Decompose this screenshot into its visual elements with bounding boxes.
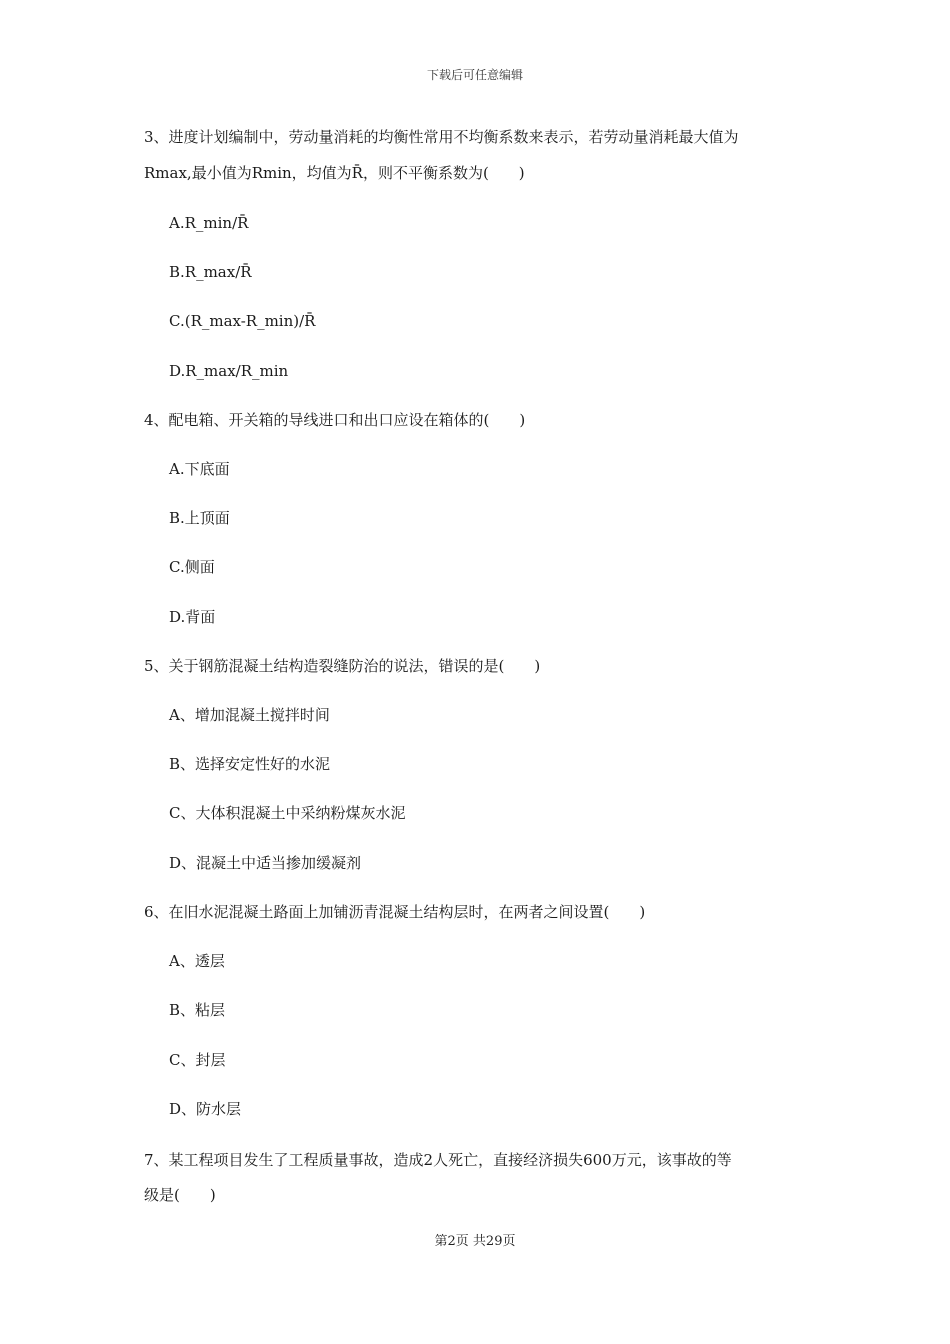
question-4-option-a: A.下底面 xyxy=(169,460,230,478)
question-6-option-c: C、封层 xyxy=(169,1051,226,1069)
question-7-line-2: 级是( ) xyxy=(144,1186,216,1204)
question-3-option-c: C.(R_max-R_min)/R̄ xyxy=(169,312,316,330)
question-3-option-b: B.R_max/R̄ xyxy=(169,263,252,281)
question-5-option-c: C、大体积混凝土中采纳粉煤灰水泥 xyxy=(169,804,406,822)
question-4-option-c: C.侧面 xyxy=(169,558,215,576)
page-footer: 第2页 共29页 xyxy=(434,1234,516,1249)
question-4-option-b: B.上顶面 xyxy=(169,509,230,527)
question-4-option-d: D.背面 xyxy=(169,608,216,626)
question-6-option-a: A、透层 xyxy=(169,952,225,970)
question-3-option-d: D.R_max/R_min xyxy=(169,362,289,380)
question-3-line-1: 3、进度计划编制中，劳动量消耗的均衡性常用不均衡系数来表示，若劳动量消耗最大值为 xyxy=(144,128,739,146)
question-3-option-a: A.R_min/R̄ xyxy=(169,214,249,232)
question-7-line-1: 7、某工程项目发生了工程质量事故，造成2人死亡，直接经济损失600万元，该事故的等 xyxy=(144,1151,732,1169)
question-6-line-1: 6、在旧水泥混凝土路面上加铺沥青混凝土结构层时，在两者之间设置( ) xyxy=(144,903,646,921)
question-5-option-d: D、混凝土中适当掺加缓凝剂 xyxy=(169,854,362,872)
question-5-option-b: B、选择安定性好的水泥 xyxy=(169,755,331,773)
question-6-option-b: B、粘层 xyxy=(169,1001,226,1019)
question-5-option-a: A、增加混凝土搅拌时间 xyxy=(169,706,330,724)
question-5-line-1: 5、关于钢筋混凝土结构造裂缝防治的说法，错误的是( ) xyxy=(144,657,541,675)
question-6-option-d: D、防水层 xyxy=(169,1100,242,1118)
page-header: 下载后可任意编辑 xyxy=(426,68,523,82)
question-3-line-2: Rmax,最小值为Rmin，均值为R̄，则不平衡系数为( ) xyxy=(144,164,525,182)
question-4-line-1: 4、配电箱、开关箱的导线进口和出口应设在箱体的( ) xyxy=(144,411,526,429)
